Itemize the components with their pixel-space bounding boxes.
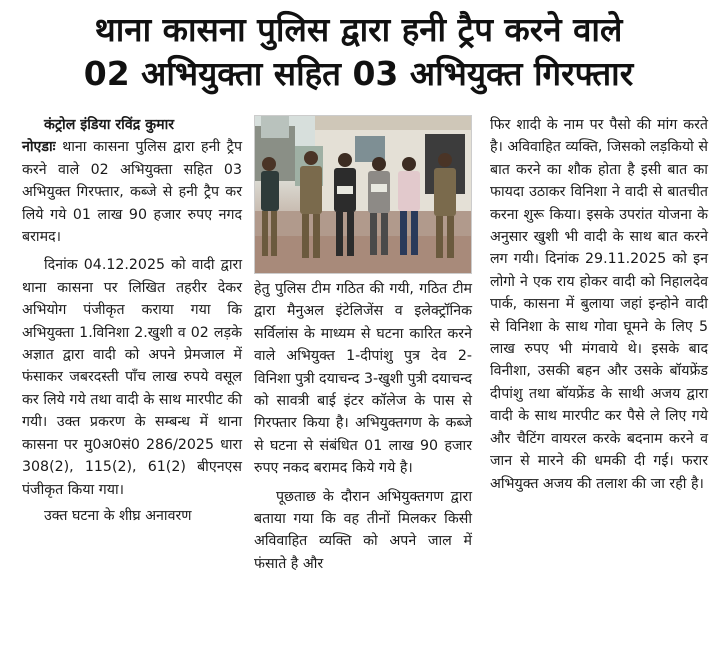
lead-text: थाना कासना पुलिस द्वारा हनी ट्रैप करने वाले 02 अभियुक्ता सहित 03 अभियुक्त गिरफ्तार, कब्जे से हनी ट्रैप कर लिये गये 01 लाख 90 हजार रुपए नगद बरामद।	[22, 139, 242, 246]
paragraph-interrogation: पूछताछ के दौरान अभियुक्तगण द्वारा बताया गया कि वह तीनों मिलकर किसी अविवाहित व्यक्ति को अपने जाल में फंसाते है और	[254, 488, 472, 572]
paragraph-investigation-start: उक्त घटना के शीघ्र अनावरण	[44, 507, 192, 524]
column-1	[22, 114, 242, 527]
paragraph-complaint: दिनांक 04.12.2025 को वादी द्वारा थाना कासना पर लिखित तहरीर देकर अभियोग पंजीकृत कराया गया कि अभियुक्ता 1.विनिशा 2.खुशी व 02 लड़के अज्ञात द्वारा वादी को अपने प्रेमजाल में फंसाकर जबरदस्ती पाँच लाख रुपये वसूल कर लिये गये तथा वादी के साथ मारपीट की गयी। उक्त प्रकरण के सम्बन्ध में थाना कासना पर मु0अ0सं0 286/2025 धारा 308(2), 115(2), 61(2) बीएनएस पंजीकृत किया गया।	[22, 257, 242, 498]
headline-line-2: 02 अभियुक्ता सहित 03 अभियुक्त गिरफ्तार	[83, 54, 634, 93]
headline	[0, 8, 717, 96]
police-group-photo-icon	[255, 116, 471, 273]
paragraph-arrest: हेतु पुलिस टीम गठित की गयी, गठित टीम द्वारा मैनुअल इंटेलिजेंस व इलेक्ट्रॉनिक सर्विलांस के माध्यम से घटना कारित करने वाले अभियुक्त 1-दीपांशु पुत्र देव 2-विनिशा पुत्री दयाचन्द 3-खुशी पुत्री दयाचन्द को सावत्री बाई इंटर कॉलेज के पास से गिरफ्तार किया है। अभियुक्तगण के कब्जे से घटना से संबंधित 01 लाख 90 हजार रुपए नकद बरामद किये गये है।	[254, 281, 472, 477]
dateline-place: नोएडाः	[22, 139, 56, 156]
paragraph-modus-operandi: फिर शादी के नाम पर पैसो की मांग करते है। अविवाहित व्यक्ति, जिसको लड़कियो से बात करने का शौक होता है इसी बात का फायदा उठाकर विनिशा ने वादी से बातचीत करना शुरू किया। इसके उपरांत योजना के अनुसार खुशी भी वादी के साथ बात करने लग गयी। दिनांक 29.11.2025 को इन लोगो ने एक राय होकर वादी को निहालदेव पार्क, कासना में बुलाया जहां इन्होने वादी से विनिशा के साथ गोवा घूमने के लिए 5 लाख रुपए भी मंगवाये थे। इसके बाद विनीशा, उसकी बहन और उसके बॉयफ्रेंड दीपांशु तथा बॉयफ्रेंड के साथी अजय द्वारा वादी के साथ मारपीट कर पैसे ले लिए गये और चैटिंग वायरल करके बदनाम करने व जान से मारने की धमकी दी गई। फरार अभियुक्त अजय की तलाश की जा रही है।	[490, 117, 708, 492]
lead-paragraph	[22, 136, 242, 248]
headline-line-1: थाना कासना पुलिस द्वारा हनी ट्रैप करने वाले	[94, 10, 623, 49]
news-photo	[254, 115, 472, 274]
byline: कंट्रोल इंडिया रविंद्र कुमार	[44, 117, 175, 133]
column-3	[490, 114, 708, 495]
column-2	[254, 278, 472, 575]
